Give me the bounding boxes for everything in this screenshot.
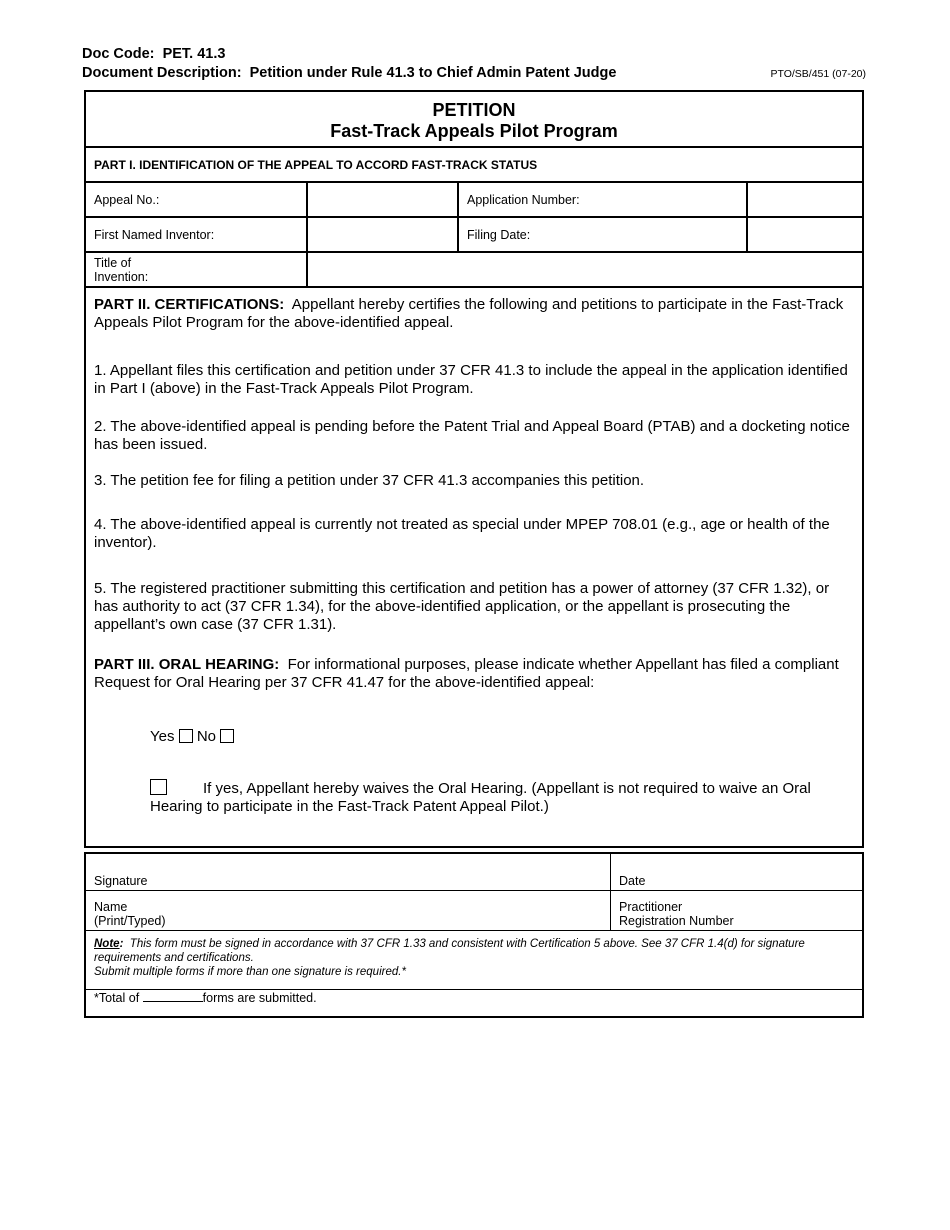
no-checkbox[interactable] <box>220 729 234 743</box>
waiver-text: If yes, Appellant hereby waives the Oral Hearing. (Appellant is not required to waive an Oral Hearing to participate in the Fast-Track Patent Appeal Pilot.) <box>150 780 811 815</box>
appeal-no-label: Appeal No.: <box>94 192 160 207</box>
form-number: PTO/SB/451 (07-20) <box>770 68 866 80</box>
name-row <box>86 891 862 931</box>
part2-paragraph <box>94 296 854 332</box>
yes-label: Yes <box>150 728 175 745</box>
yes-checkbox[interactable] <box>179 729 193 743</box>
doc-code-line <box>82 46 225 62</box>
note-section <box>86 931 862 989</box>
name-label-line2: (Print/Typed) <box>94 914 166 928</box>
title-label-line1: Title of <box>94 256 132 270</box>
title-of-invention-label <box>86 253 306 286</box>
part2-intro: Appellant hereby certifies the following and petitions to participate in the Fast-Track Appeals Pilot Program for the above-identified appeal. <box>94 296 844 331</box>
date-field[interactable] <box>611 874 862 890</box>
total-suffix: forms are submitted. <box>202 991 317 1005</box>
reg-label-line2: Registration Number <box>619 914 734 928</box>
note-text: This form must be signed in accordance with 37 CFR 1.33 and consistent with Certification 5 above. See 37 CFR 1.4(d) for signature requirements and certifications. <box>94 938 805 964</box>
no-label: No <box>196 728 217 745</box>
note-text-2: Submit multiple forms if more than one signature is required.* <box>94 966 406 978</box>
title-row <box>86 253 862 288</box>
signature-block <box>84 852 864 1018</box>
doc-code-value: PET. 41.3 <box>162 46 226 62</box>
inventor-row <box>86 218 862 253</box>
signature-field[interactable] <box>86 874 626 890</box>
filing-date-field[interactable] <box>746 218 862 251</box>
oral-hearing-options <box>94 728 854 746</box>
waiver-paragraph <box>94 779 854 816</box>
name-field[interactable] <box>86 900 626 930</box>
first-inventor-label: First Named Inventor: <box>94 227 215 242</box>
registration-number-field[interactable] <box>611 900 862 930</box>
part2-heading: PART II. CERTIFICATIONS: <box>94 296 285 313</box>
total-forms-line <box>86 989 862 1013</box>
application-number-field[interactable] <box>746 183 862 216</box>
part3-paragraph <box>94 656 854 692</box>
signature-label: Signature <box>94 874 148 888</box>
certification-2: 2. The above-identified appeal is pending before the Patent Trial and Appeal Board (PTAB) and a docketing notice has been issued. <box>94 418 850 453</box>
doc-description-label: Document Description <box>82 65 237 81</box>
total-forms-field[interactable] <box>143 990 203 1002</box>
note-text-line: Note: This form must be signed in accordance with 37 CFR 1.33 and consistent with Certification 5 above. See 37 CFR 1.4(d) for signature requirements and certifications. <box>94 938 805 964</box>
certification-5: 5. The registered practitioner submitting this certification and petition has a power of attorney (37 CFR 1.32), or has authority to act (37 CFR 1.34), for the above-identified application, or the appellant is prosecuting the appellant’s own case (37 CFR 1.31). <box>94 580 830 633</box>
doc-description-value: Petition under Rule 41.3 to Chief Admin Patent Judge <box>249 65 617 81</box>
waiver-checkbox[interactable] <box>150 779 167 795</box>
part1-heading: PART I. IDENTIFICATION OF THE APPEAL TO ACCORD FAST-TRACK STATUS <box>86 148 862 183</box>
part3-intro: For informational purposes, please indicate whether Appellant has filed a compliant Request for Oral Hearing per 37 CFR 41.47 for the above-identified appeal: <box>94 656 839 691</box>
date-label: Date <box>619 874 646 888</box>
certification-4: 4. The above-identified appeal is currently not treated as special under MPEP 708.01 (e.g., age or health of the inventor). <box>94 516 830 551</box>
appeal-no-field[interactable] <box>306 183 457 216</box>
appeal-row <box>86 183 862 218</box>
title-label-line2: Invention: <box>94 270 149 284</box>
first-inventor-field[interactable] <box>306 218 457 251</box>
doc-description-line: Document Description: Petition under Rule 41.3 to Chief Admin Patent Judge <box>82 65 617 81</box>
title-line-2: Fast-Track Appeals Pilot Program <box>330 121 618 141</box>
form-title <box>86 92 862 148</box>
petition-form <box>84 90 864 848</box>
name-label-line1: Name <box>94 900 128 914</box>
application-number-label: Application Number: <box>457 183 746 216</box>
note-label: Note <box>94 938 120 950</box>
certifications-section <box>86 288 862 816</box>
part3-heading: PART III. ORAL HEARING: <box>94 656 280 673</box>
title-of-invention-field[interactable] <box>306 253 862 286</box>
reg-label-line1: Practitioner <box>619 900 683 914</box>
filing-date-label: Filing Date: <box>457 218 746 251</box>
doc-code-label: Doc Code: <box>82 46 155 62</box>
total-prefix: *Total of <box>94 991 140 1005</box>
signature-row <box>86 854 862 891</box>
certification-3: 3. The petition fee for filing a petition under 37 CFR 41.3 accompanies this petition. <box>94 472 645 489</box>
certification-1: 1. Appellant files this certification and petition under 37 CFR 41.3 to include the appeal in the application identified in Part I (above) in the Fast-Track Appeals Pilot Program. <box>94 362 848 397</box>
title-line-1: PETITION <box>432 100 516 120</box>
